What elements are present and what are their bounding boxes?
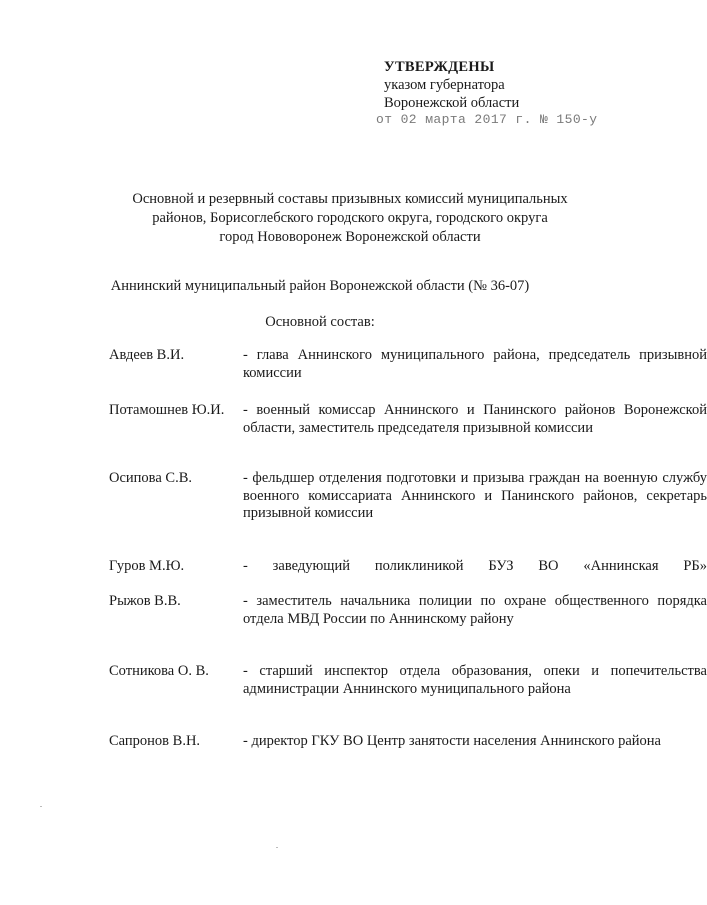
composition-heading: Основной состав: <box>265 314 375 330</box>
title-line-1: Основной и резервный составы призывных комиссий муниципальных <box>132 191 568 207</box>
member-name: Гуров М.Ю. <box>109 558 185 574</box>
member-name: Потамошнев Ю.И. <box>109 402 225 418</box>
document-title <box>100 190 600 247</box>
approval-heading: УТВЕРЖДЕНЫ <box>384 59 495 75</box>
member-role: - глава Аннинского муниципального района, председатель призывной комиссии <box>243 347 707 381</box>
scan-speck <box>40 806 42 807</box>
title-line-2: районов, Борисоглебского городского округа, городского округа <box>152 210 548 226</box>
approval-block <box>384 58 519 112</box>
member-role: - заведующий поликлиникой БУЗ ВО «Аннинская РБ» <box>243 558 707 574</box>
approval-line-region: Воронежской области <box>384 95 520 111</box>
member-role: - фельдшер отделения подготовки и призыва граждан на военную службу военного комиссариата Аннинского и Панинского районов, секретарь призывной комиссии <box>243 470 707 521</box>
member-role: - директор ГКУ ВО Центр занятости населения Аннинского района <box>243 733 661 749</box>
member-role: - военный комиссар Аннинского и Панинского районов Воронежской области, заместитель председателя призывной комиссии <box>243 402 707 436</box>
district-heading: Аннинский муниципальный район Воронежской области (№ 36-07) <box>110 278 530 294</box>
member-role: - заместитель начальника полиции по охране общественного порядка отдела МВД России по Аннинскому району <box>243 593 707 627</box>
scan-speck <box>276 847 278 848</box>
member-name: Рыжов В.В. <box>109 593 181 609</box>
member-name: Осипова С.В. <box>109 470 192 486</box>
member-name: Авдеев В.И. <box>109 347 185 363</box>
approval-line-decree: указом губернатора <box>384 77 505 93</box>
date-number-stamp: от 02 марта 2017 г. № 150-у <box>376 112 598 127</box>
member-role: - старший инспектор отдела образования, опеки и попечительства администрации Аннинского муниципального района <box>243 663 707 697</box>
member-name: Сапронов В.Н. <box>109 733 201 749</box>
title-line-3: город Нововоронеж Воронежской области <box>219 229 481 245</box>
member-name: Сотникова О. В. <box>109 663 209 679</box>
